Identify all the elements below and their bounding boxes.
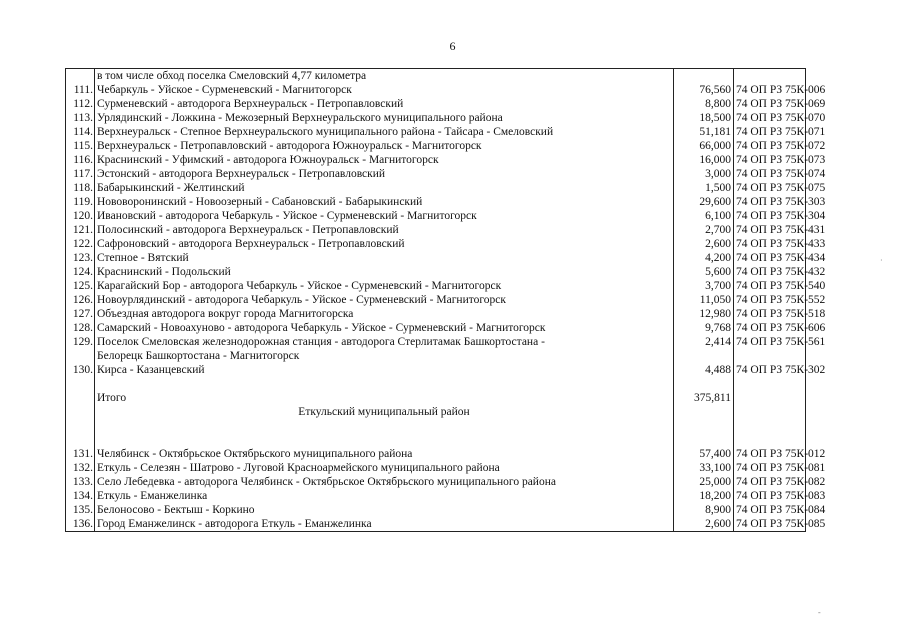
table-row	[66, 153, 806, 167]
road-code: 74 ОП РЗ 75К-552	[734, 293, 806, 307]
row-number	[66, 377, 95, 391]
table-row	[66, 321, 806, 335]
road-length-km: 2,600	[674, 237, 734, 251]
road-name: Челябинск - Октябрьское Октябрьского муниципального района	[95, 447, 674, 461]
road-code: 74 ОП РЗ 75К-431	[734, 223, 806, 237]
road-name: Полосинский - автодорога Верхнеуральск - Петропавловский	[95, 223, 674, 237]
table-row	[66, 279, 806, 293]
total-row	[66, 391, 806, 405]
table-row	[66, 83, 806, 97]
table-row	[66, 475, 806, 489]
row-number: 127.	[66, 307, 95, 321]
road-name: Краснинский - Уфимский - автодорога Южноуральск - Магнитогорск	[95, 153, 674, 167]
road-code: 74 ОП РЗ 75К-069	[734, 97, 806, 111]
row-number	[66, 349, 95, 363]
road-name: Белоносово - Бектыш - Коркино	[95, 503, 674, 517]
table-row	[66, 139, 806, 153]
road-name: Степное - Вятский	[95, 251, 674, 265]
road-name: Новоурлядинский - автодорога Чебаркуль - Уйское - Сурменевский - Магнитогорск	[95, 293, 674, 307]
row-number: 121.	[66, 223, 95, 237]
road-length-km: 4,200	[674, 251, 734, 265]
road-name	[95, 377, 674, 391]
row-number: 132.	[66, 461, 95, 475]
row-number: 123.	[66, 251, 95, 265]
row-number: 122.	[66, 237, 95, 251]
road-length-km: 76,560	[674, 83, 734, 97]
row-number: 115.	[66, 139, 95, 153]
table-row	[66, 237, 806, 251]
road-length-km: 8,800	[674, 97, 734, 111]
row-number: 126.	[66, 293, 95, 307]
table-row	[66, 503, 806, 517]
table-row	[66, 251, 806, 265]
road-length-km: 29,600	[674, 195, 734, 209]
road-code: 74 ОП РЗ 75К-073	[734, 153, 806, 167]
roads-table	[65, 68, 826, 532]
road-code: 74 ОП РЗ 75К-071	[734, 125, 806, 139]
road-length-km: 2,600	[674, 517, 734, 532]
row-number: 135.	[66, 503, 95, 517]
road-name	[95, 433, 674, 447]
road-code: 74 ОП РЗ 75К-518	[734, 307, 806, 321]
road-length-km: 12,980	[674, 307, 734, 321]
road-name: Итого	[95, 391, 674, 405]
road-length-km: 25,000	[674, 475, 734, 489]
road-code: 74 ОП РЗ 75К-085	[734, 517, 806, 532]
row-number: 129.	[66, 335, 95, 349]
road-name: Эстонский - автодорога Верхнеуральск - Петропавловский	[95, 167, 674, 181]
row-number: 111.	[66, 83, 95, 97]
road-name: Верхнеуральск - Петропавловский - автодорога Южноуральск - Магнитогорск	[95, 139, 674, 153]
road-code: 74 ОП РЗ 75К-606	[734, 321, 806, 335]
table-row	[66, 461, 806, 475]
road-length-km: 33,100	[674, 461, 734, 475]
row-number: 119.	[66, 195, 95, 209]
row-number: 134.	[66, 489, 95, 503]
road-length-km: 1,500	[674, 181, 734, 195]
road-name: Бабарыкинский - Желтинский	[95, 181, 674, 195]
road-name: Сафроновский - автодорога Верхнеуральск - Петропавловский	[95, 237, 674, 251]
row-number	[66, 433, 95, 447]
table-row	[66, 489, 806, 503]
road-code: 74 ОП РЗ 75К-304	[734, 209, 806, 223]
table-row	[66, 335, 806, 349]
road-length-km	[674, 405, 734, 433]
road-name: в том числе обход поселка Смеловский 4,77 километра	[95, 69, 674, 84]
road-name: Еткуль - Еманжелинка	[95, 489, 674, 503]
road-length-km	[674, 377, 734, 391]
table-row	[66, 265, 806, 279]
table-row	[66, 195, 806, 209]
spacer-row	[66, 433, 806, 447]
road-code: 74 ОП РЗ 75К-082	[734, 475, 806, 489]
intro-row	[66, 69, 806, 84]
road-code: 74 ОП РЗ 75К-074	[734, 167, 806, 181]
table-row	[66, 111, 806, 125]
road-name: Сурменевский - автодорога Верхнеуральск - Петропавловский	[95, 97, 674, 111]
road-length-km: 8,900	[674, 503, 734, 517]
table-row	[66, 167, 806, 181]
page-number: 6	[449, 39, 456, 53]
road-length-km: 6,100	[674, 209, 734, 223]
road-length-km: 51,181	[674, 125, 734, 139]
table-row	[66, 209, 806, 223]
road-length-km: 4,488	[674, 363, 734, 377]
road-length-km: 5,600	[674, 265, 734, 279]
road-code: 74 ОП РЗ 75К-561	[734, 335, 806, 349]
table-row	[66, 447, 806, 461]
road-code	[734, 433, 806, 447]
road-length-km: 66,000	[674, 139, 734, 153]
road-length-km: 18,500	[674, 111, 734, 125]
road-name: Чебаркуль - Уйское - Сурменевский - Магнитогорск	[95, 83, 674, 97]
row-number: 120.	[66, 209, 95, 223]
road-name: Кирса - Казанцевский	[95, 363, 674, 377]
row-number: 125.	[66, 279, 95, 293]
table-row	[66, 517, 806, 532]
road-length-km: 18,200	[674, 489, 734, 503]
roads-table-body	[66, 69, 826, 532]
road-code: 74 ОП РЗ 75К-075	[734, 181, 806, 195]
road-code: 74 ОП РЗ 75К-433	[734, 237, 806, 251]
table-row	[66, 307, 806, 321]
road-length-km: 3,700	[674, 279, 734, 293]
road-code: 74 ОП РЗ 75К-432	[734, 265, 806, 279]
scan-speck: ·	[880, 256, 883, 265]
road-length-km: 11,050	[674, 293, 734, 307]
row-number: 112.	[66, 97, 95, 111]
road-length-km: 3,000	[674, 167, 734, 181]
road-name: Город Еманжелинск - автодорога Еткуль - Еманжелинка	[95, 517, 674, 532]
table-row-continuation	[66, 349, 806, 363]
row-number	[66, 391, 95, 405]
road-code: 74 ОП РЗ 75К-084	[734, 503, 806, 517]
table-row	[66, 363, 806, 377]
road-length-km	[674, 433, 734, 447]
table-row	[66, 181, 806, 195]
road-code	[734, 391, 806, 405]
row-number: 118.	[66, 181, 95, 195]
road-name: Верхнеуральск - Степное Верхнеуральского муниципального района - Тайсара - Смеловский	[95, 125, 674, 139]
road-length-km	[674, 349, 734, 363]
road-code: 74 ОП РЗ 75К-072	[734, 139, 806, 153]
road-length-km: 16,000	[674, 153, 734, 167]
row-number: 131.	[66, 447, 95, 461]
road-code: 74 ОП РЗ 75К-302	[734, 363, 806, 377]
road-code: 74 ОП РЗ 75К-540	[734, 279, 806, 293]
road-length-km: 2,414	[674, 335, 734, 349]
table-row	[66, 293, 806, 307]
spacer-row	[66, 377, 806, 391]
row-number: 114.	[66, 125, 95, 139]
table-row	[66, 97, 806, 111]
road-code: 74 ОП РЗ 75К-006	[734, 83, 806, 97]
road-name: Краснинский - Подольский	[95, 265, 674, 279]
row-number: 133.	[66, 475, 95, 489]
road-name: Еткульский муниципальный район	[95, 405, 674, 433]
row-number: 136.	[66, 517, 95, 532]
road-length-km: 9,768	[674, 321, 734, 335]
road-length-km: 2,700	[674, 223, 734, 237]
road-code: 74 ОП РЗ 75К-070	[734, 111, 806, 125]
road-code: 74 ОП РЗ 75К-083	[734, 489, 806, 503]
road-code: 74 ОП РЗ 75К-303	[734, 195, 806, 209]
section-heading-row	[66, 405, 806, 433]
road-name: Объездная автодорога вокруг города Магнитогорска	[95, 307, 674, 321]
road-code: 74 ОП РЗ 75К-081	[734, 461, 806, 475]
road-name: Карагайский Бор - автодорога Чебаркуль - Уйское - Сурменевский - Магнитогорск	[95, 279, 674, 293]
road-name: Самарский - Новоахуново - автодорога Чебаркуль - Уйское - Сурменевский - Магнитогорск	[95, 321, 674, 335]
road-name: Поселок Смеловская железнодорожная станция - автодорога Стерлитамак Башкортостана -	[95, 335, 674, 349]
road-length-km: 57,400	[674, 447, 734, 461]
row-number: 128.	[66, 321, 95, 335]
road-code	[734, 69, 806, 84]
row-number: 124.	[66, 265, 95, 279]
scan-speck: -	[818, 608, 821, 617]
row-number: 130.	[66, 363, 95, 377]
road-name: Нововоронинский - Новоозерный - Сабановский - Бабарыкинский	[95, 195, 674, 209]
row-number: 117.	[66, 167, 95, 181]
row-number	[66, 69, 95, 84]
road-length-km: 375,811	[674, 391, 734, 405]
row-number: 116.	[66, 153, 95, 167]
road-name: Ивановский - автодорога Чебаркуль - Уйское - Сурменевский - Магнитогорск	[95, 209, 674, 223]
road-name: Еткуль - Селезян - Шатрово - Луговой Красноармейского муниципального района	[95, 461, 674, 475]
table-row	[66, 125, 806, 139]
table-row	[66, 223, 806, 237]
road-code	[734, 377, 806, 391]
road-length-km	[674, 69, 734, 84]
road-code: 74 ОП РЗ 75К-012	[734, 447, 806, 461]
road-code: 74 ОП РЗ 75К-434	[734, 251, 806, 265]
row-number: 113.	[66, 111, 95, 125]
road-name: Урлядинский - Ложкина - Межозерный Верхнеуральского муниципального района	[95, 111, 674, 125]
road-name: Белорецк Башкортостана - Магнитогорск	[95, 349, 674, 363]
road-name: Село Лебедевка - автодорога Челябинск - Октябрьское Октябрьского муниципального района	[95, 475, 674, 489]
road-code	[734, 349, 806, 363]
road-code	[734, 405, 806, 433]
row-number	[66, 405, 95, 433]
